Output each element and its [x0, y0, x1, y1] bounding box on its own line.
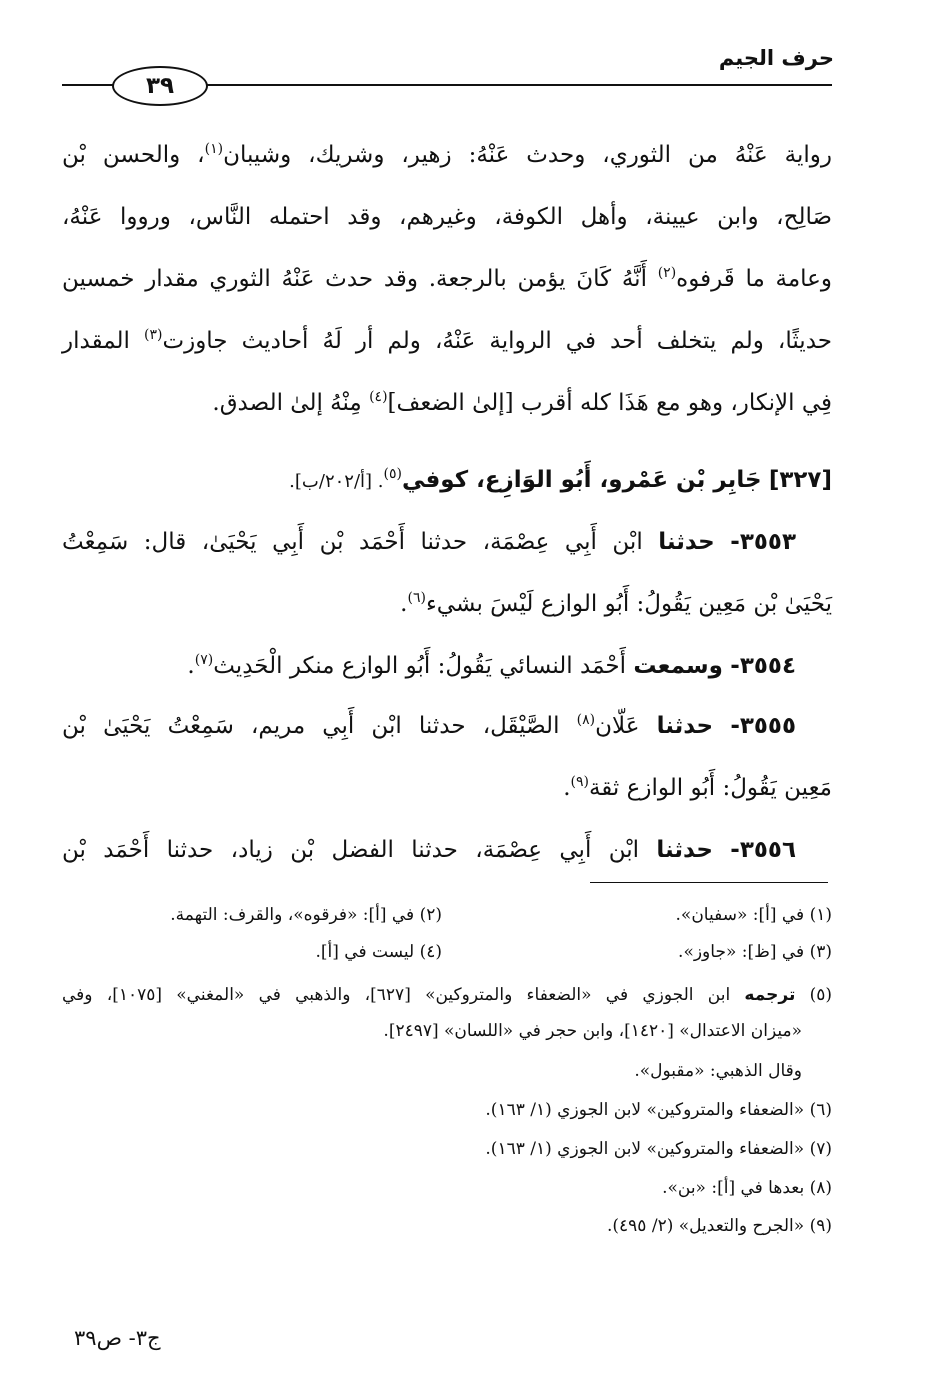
paragraph-line: صَالِح، وابن عيينة، وأهل الكوفة، وغيرهم، وقد احتمله النَّاس، ورووا عَنْهُ،	[62, 204, 832, 230]
footnote-ref: (٧)	[194, 652, 214, 668]
footnote-3: (٣) في [ظ]: «جاوز».	[678, 942, 832, 962]
manuscript-ref: . [أ/٢٠٢/ب].	[289, 471, 384, 492]
paragraph-line: رواية عَنْهُ من الثوري، وحدث عَنْهُ: زهير، وشريك، وشيبان$^{(١)}$، والحسن بْن	[62, 141, 832, 168]
entry-number: [٣٢٧]	[768, 467, 832, 493]
footnote-9: (٩) «الجرح والتعديل» (٢/ ٤٩٥).	[607, 1216, 832, 1236]
footnote-5: (٥) ترجمه ابن الجوزي في «الضعفاء والمتروكين» [٦٢٧]، والذهبي في «المغني» [١٠٧٥]، وفي	[62, 985, 833, 1005]
printer-signature: ج٣- ص٣٩	[74, 1326, 161, 1350]
narration-line: يَحْيَىٰ بْن مَعِين يَقُولُ: أَبُو الوازع لَيْسَ بشيء$^{(٦)}$.	[400, 590, 832, 617]
narration-lead: حدثنا	[656, 837, 713, 863]
footnote-ref: (٢)	[657, 265, 677, 281]
narration-line: ٣٥٥٦- حدثنا ابْن أَبِي عِصْمَة، حدثنا الفضل بْن زياد، حدثنا أَحْمَد بْن	[62, 837, 796, 863]
narration-number: ٣٥٥٤-	[730, 653, 796, 679]
footnote-8: (٨) بعدها في [أ]: «بن».	[662, 1178, 832, 1198]
footnote-7: (٧) «الضعفاء والمتروكين» لابن الجوزي (١/ ١٦٣).	[485, 1139, 832, 1159]
footnote-4: (٤) ليست في [أ].	[315, 942, 442, 962]
narration-line: مَعِين يَقُولُ: أَبُو الوازع ثقة$^{(٩)}$.	[563, 774, 832, 801]
narration-number: ٣٥٥٥-	[730, 713, 797, 739]
narration-lead: وسمعت	[633, 653, 723, 679]
narration-line: ٣٥٥٣- حدثنا ابْن أَبِي عِصْمَة، حدثنا أَحْمَد بْن أَبِي يَحْيَىٰ، قال: سَمِعْتُ	[62, 529, 796, 555]
footnote-5-continued: وقال الذهبي: «مقبول».	[634, 1061, 802, 1081]
narration-lead: حدثنا	[658, 529, 715, 555]
entry-name: جَابِر بْن عَمْرو، أَبُو الوَازِع، كوفي	[401, 467, 762, 493]
footnote-rule	[590, 882, 828, 883]
footnote-ref: (٨)	[576, 712, 596, 728]
footnote-1: (١) في [أ]: «سفيان».	[675, 905, 832, 925]
narration-number: ٣٥٥٦-	[730, 837, 796, 863]
footnote-ref: (٩)	[570, 774, 589, 790]
page-number: ٣٩	[112, 66, 208, 106]
narration-line: ٣٥٥٤- وسمعت أَحْمَد النسائي يَقُولُ: أَبُو الوازع منكر الْحَدِيث$^{(٧)}$.	[187, 652, 796, 679]
footnote-ref: (٥)	[383, 466, 402, 482]
entry-heading	[62, 455, 832, 505]
footnote-ref: (٦)	[407, 590, 426, 606]
narration-line: ٣٥٥٥- حدثنا عَلّان$^{(٨)}$ الصَّيْقَل، حدثنا ابْن أَبِي مريم، سَمِعْتُ يَحْيَىٰ بْن	[62, 712, 797, 739]
paragraph-line: وعامة ما قَرفوه$^{(٢)}$ أَنَّهُ كَانَ يؤمن بالرجعة. وقد حدث عَنْهُ الثوري مقدار خمسين	[62, 265, 833, 292]
narration-lead: حدثنا	[656, 713, 714, 739]
footnote-ref: (١)	[204, 141, 224, 157]
footnote-2: (٢) في [أ]: «فرقوه»، والقرف: التهمة.	[170, 905, 442, 925]
chapter-title: حرف الجيم	[718, 46, 834, 70]
paragraph-line: حديثًا، ولم يتخلف أحد في الرواية عَنْهُ، ولم أر لَهُ أحاديث جاوزت$^{(٣)}$ المقدار	[62, 327, 832, 354]
footnote-6: (٦) «الضعفاء والمتروكين» لابن الجوزي (١/ ١٦٣).	[485, 1100, 832, 1120]
footnote-ref: (٤)	[369, 389, 388, 405]
narration-number: ٣٥٥٣-	[730, 529, 796, 555]
footnote-5-continued: «ميزان الاعتدال» [١٤٢٠]، وابن حجر في «اللسان» [٢٤٩٧].	[383, 1021, 802, 1041]
footnote-ref: (٣)	[143, 327, 163, 343]
paragraph-line: فِي الإنكار، وهو مع هَذَا كله أقرب [إلىٰ الضعف]$^{(٤)}$ مِنْهُ إلىٰ الصدق.	[212, 389, 832, 416]
